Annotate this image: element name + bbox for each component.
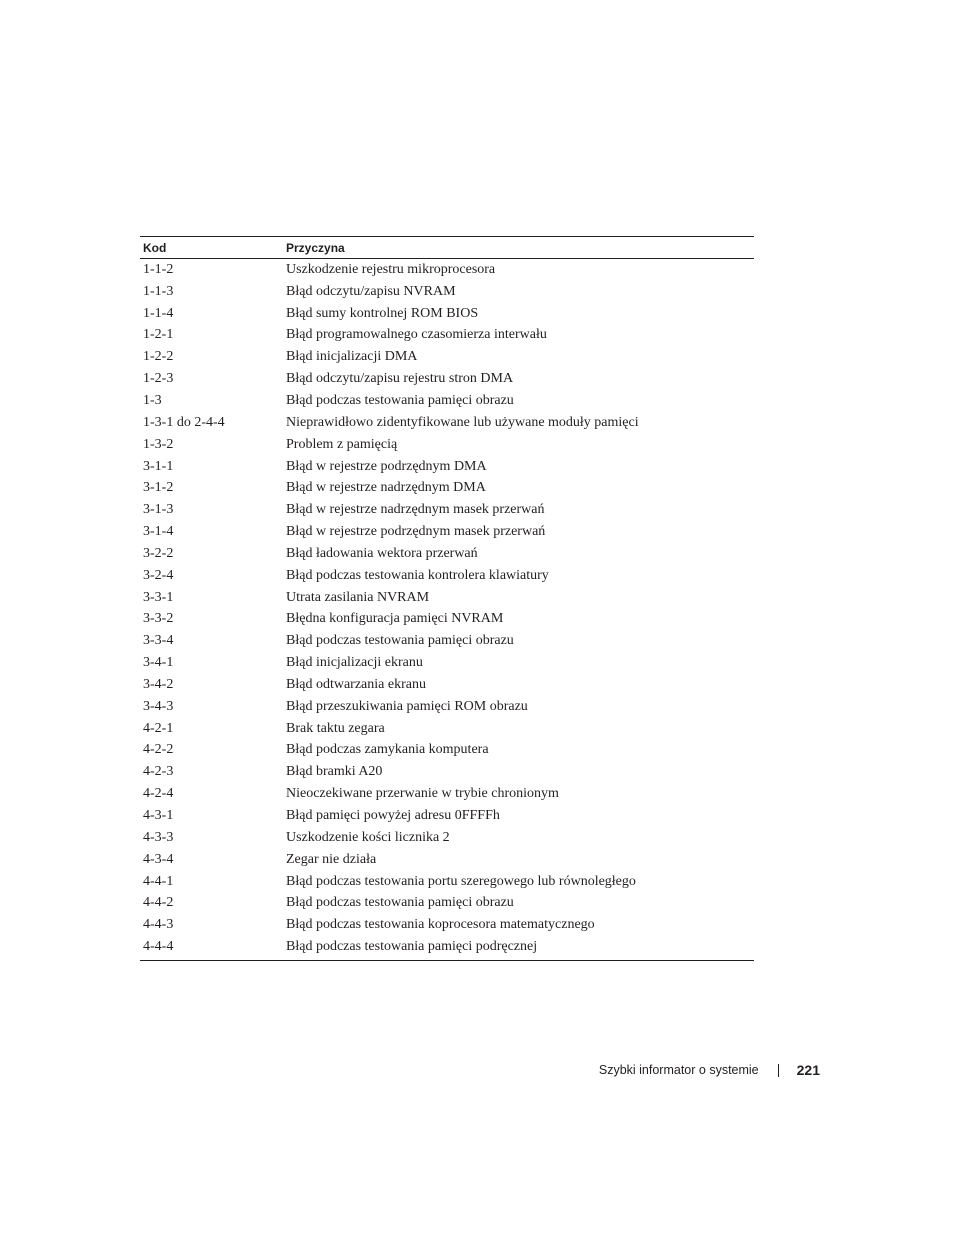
table-row xyxy=(140,783,754,805)
page-number: 221 xyxy=(796,1062,820,1078)
cell-code: 1-2-3 xyxy=(143,371,174,387)
cell-cause: Błąd bramki A20 xyxy=(286,764,383,780)
cell-cause: Błąd podczas testowania kontrolera klawiatury xyxy=(286,567,549,583)
cell-cause: Błąd podczas testowania pamięci obrazu xyxy=(286,895,514,911)
cell-code: 1-1-2 xyxy=(143,261,174,277)
cell-cause: Błąd programowalnego czasomierza interwału xyxy=(286,327,547,343)
cell-code: 3-1-1 xyxy=(143,458,174,474)
cell-code: 3-1-2 xyxy=(143,480,174,496)
table-header xyxy=(140,237,754,259)
cell-code: 3-4-3 xyxy=(143,698,174,714)
cell-cause: Błąd w rejestrze podrzędnym DMA xyxy=(286,458,487,474)
cell-code: 1-2-1 xyxy=(143,327,174,343)
cell-code: 3-3-2 xyxy=(143,611,174,627)
cell-code: 3-3-1 xyxy=(143,589,174,605)
table-row xyxy=(140,892,754,914)
cell-cause: Błąd podczas testowania portu szeregowego lub równoległego xyxy=(286,873,636,889)
cell-code: 3-2-4 xyxy=(143,567,174,583)
cell-cause: Nieprawidłowo zidentyfikowane lub używane moduły pamięci xyxy=(286,414,639,430)
cell-cause: Nieoczekiwane przerwanie w trybie chronionym xyxy=(286,786,559,802)
table-row xyxy=(140,609,754,631)
cell-code: 4-4-2 xyxy=(143,895,174,911)
table-row xyxy=(140,740,754,762)
cell-code: 4-3-3 xyxy=(143,829,174,845)
table-row xyxy=(140,674,754,696)
cell-code: 3-3-4 xyxy=(143,633,174,649)
table-row xyxy=(140,914,754,936)
cell-code: 4-3-1 xyxy=(143,808,174,824)
table-row xyxy=(140,325,754,347)
table-row xyxy=(140,849,754,871)
cell-cause: Błąd podczas zamykania komputera xyxy=(286,742,489,758)
cell-code: 1-3-1 do 2-4-4 xyxy=(143,414,225,430)
table-row xyxy=(140,805,754,827)
table-row xyxy=(140,303,754,325)
table-row xyxy=(140,477,754,499)
cell-cause: Zegar nie działa xyxy=(286,851,377,867)
cell-code: 1-1-4 xyxy=(143,305,174,321)
cell-cause: Utrata zasilania NVRAM xyxy=(286,589,430,605)
cell-cause: Błąd podczas testowania pamięci podręcznej xyxy=(286,939,538,955)
cell-code: 3-4-2 xyxy=(143,676,174,692)
table-body xyxy=(140,259,754,961)
column-header-cause: Przyczyna xyxy=(283,237,754,259)
cell-code: 4-2-3 xyxy=(143,764,174,780)
column-header-code: Kod xyxy=(140,237,283,259)
cell-cause: Błąd przeszukiwania pamięci ROM obrazu xyxy=(286,698,528,714)
cell-code: 4-2-2 xyxy=(143,742,174,758)
table-row xyxy=(140,259,754,281)
cell-code: 4-2-4 xyxy=(143,786,174,802)
table-row xyxy=(140,565,754,587)
table-row xyxy=(140,390,754,412)
cell-code: 4-4-3 xyxy=(143,917,174,933)
table-row xyxy=(140,499,754,521)
cell-code: 1-1-3 xyxy=(143,283,174,299)
table-row xyxy=(140,936,754,960)
cell-code: 3-2-2 xyxy=(143,545,174,561)
table-row xyxy=(140,456,754,478)
cell-cause: Błąd odtwarzania ekranu xyxy=(286,676,426,692)
cell-cause: Błąd w rejestrze nadrzędnym DMA xyxy=(286,480,486,496)
table-row xyxy=(140,761,754,783)
cell-cause: Brak taktu zegara xyxy=(286,720,385,736)
table-row xyxy=(140,434,754,456)
cell-code: 4-2-1 xyxy=(143,720,174,736)
cell-cause: Błąd w rejestrze nadrzędnym masek przerwań xyxy=(286,502,545,518)
cell-code: 1-3 xyxy=(143,392,162,408)
beep-code-table xyxy=(140,236,754,961)
table-row xyxy=(140,827,754,849)
table-row xyxy=(140,346,754,368)
cell-cause: Błędna konfiguracja pamięci NVRAM xyxy=(286,611,504,627)
cell-cause: Błąd podczas testowania pamięci obrazu xyxy=(286,392,514,408)
cell-code: 4-4-1 xyxy=(143,873,174,889)
cell-cause: Błąd odczytu/zapisu rejestru stron DMA xyxy=(286,371,514,387)
cell-cause: Błąd podczas testowania koprocesora matematycznego xyxy=(286,917,595,933)
cell-cause: Błąd sumy kontrolnej ROM BIOS xyxy=(286,305,479,321)
table-row xyxy=(140,543,754,565)
cell-code: 3-1-4 xyxy=(143,524,174,540)
cell-cause: Uszkodzenie kości licznika 2 xyxy=(286,829,450,845)
cell-cause: Problem z pamięcią xyxy=(286,436,398,452)
table-row xyxy=(140,718,754,740)
cell-code: 3-4-1 xyxy=(143,655,174,671)
cell-code: 4-3-4 xyxy=(143,851,174,867)
section-title: Szybki informator o systemie xyxy=(598,1063,759,1077)
table-row xyxy=(140,652,754,674)
cell-cause: Błąd ładowania wektora przerwań xyxy=(286,545,478,561)
footer-separator xyxy=(778,1064,779,1077)
cell-cause: Błąd odczytu/zapisu NVRAM xyxy=(286,283,456,299)
page-footer xyxy=(599,1060,820,1080)
cell-cause: Błąd w rejestrze podrzędnym masek przerwań xyxy=(286,524,546,540)
cell-cause: Błąd pamięci powyżej adresu 0FFFFh xyxy=(286,808,500,824)
cell-cause: Błąd inicjalizacji DMA xyxy=(286,349,418,365)
cell-cause: Błąd podczas testowania pamięci obrazu xyxy=(286,633,514,649)
table-row xyxy=(140,281,754,303)
table-row xyxy=(140,412,754,434)
cell-code: 3-1-3 xyxy=(143,502,174,518)
table-row xyxy=(140,521,754,543)
table-header-row xyxy=(140,237,754,259)
table-row xyxy=(140,587,754,609)
table-row xyxy=(140,871,754,893)
cell-code: 1-2-2 xyxy=(143,349,174,365)
cell-cause: Błąd inicjalizacji ekranu xyxy=(286,655,423,671)
table-row xyxy=(140,630,754,652)
cell-cause: Uszkodzenie rejestru mikroprocesora xyxy=(286,261,496,277)
table-row xyxy=(140,368,754,390)
cell-code: 4-4-4 xyxy=(143,939,174,955)
cell-code: 1-3-2 xyxy=(143,436,174,452)
table-row xyxy=(140,696,754,718)
